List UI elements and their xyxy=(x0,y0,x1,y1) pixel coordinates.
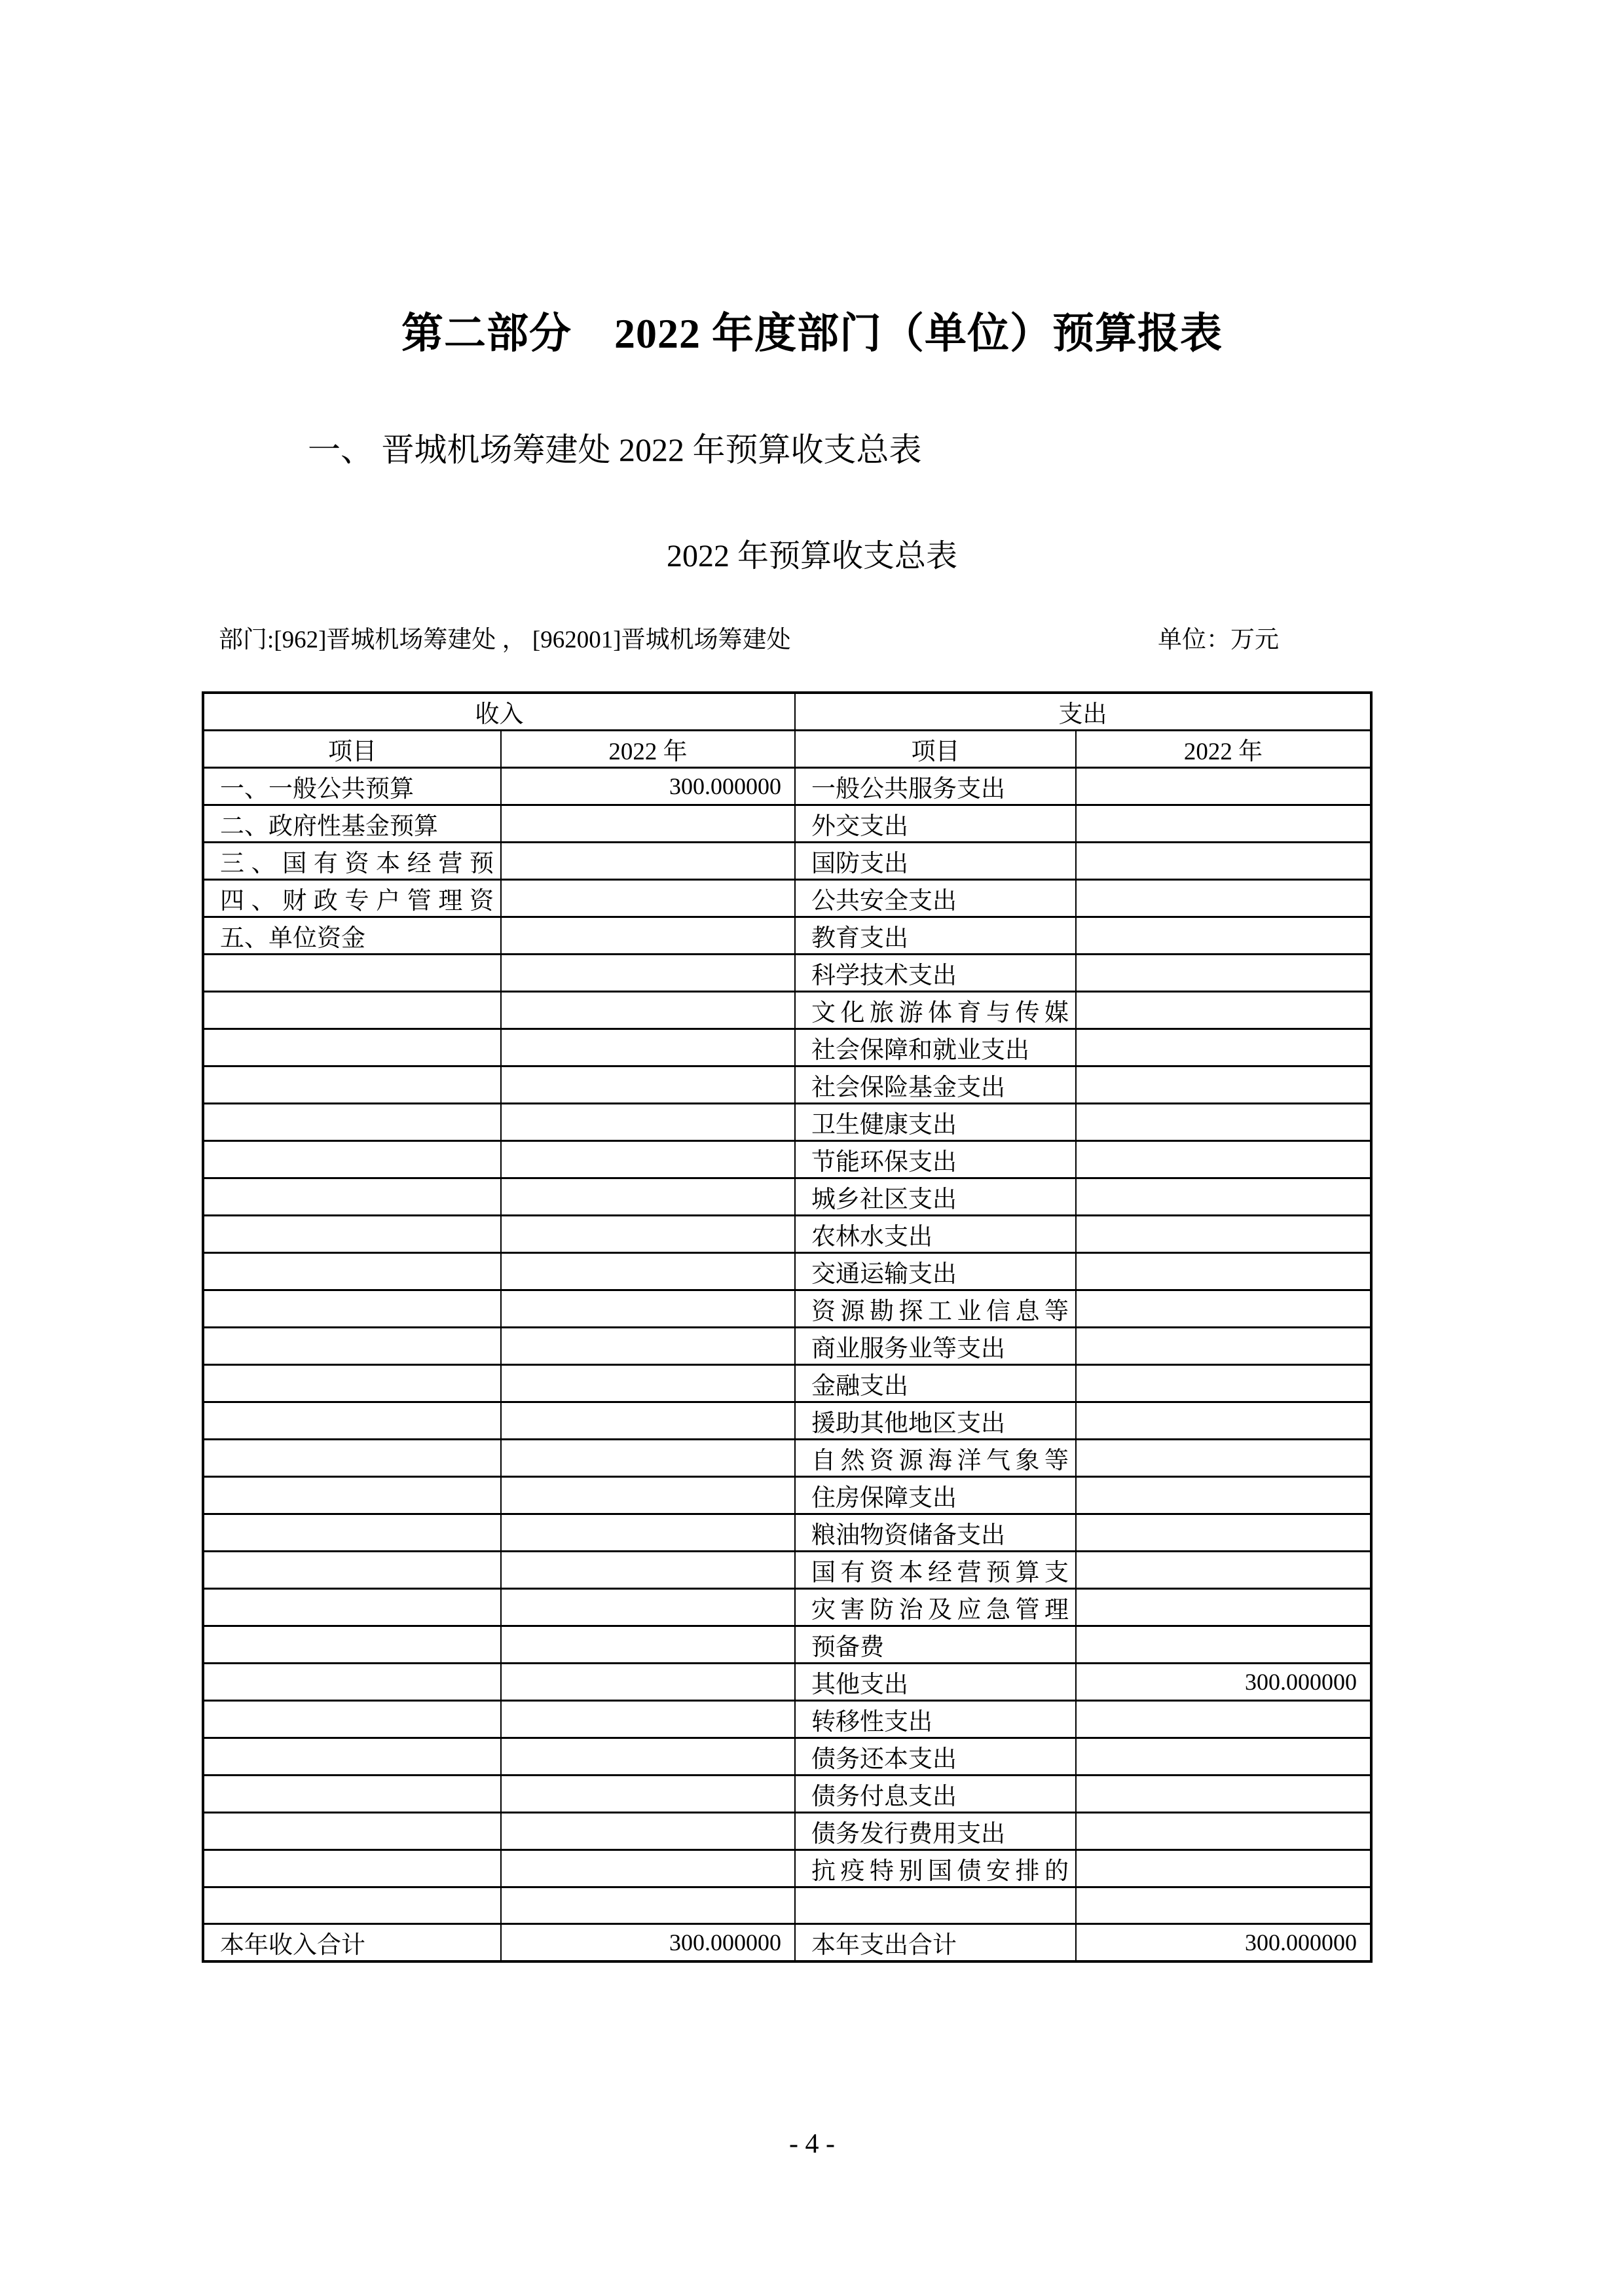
expense-value-cell xyxy=(1076,1178,1371,1216)
income-item-cell xyxy=(203,1290,501,1328)
expense-value-cell xyxy=(1076,1029,1371,1066)
income-value-cell xyxy=(501,1887,795,1924)
income-value-cell xyxy=(501,1066,795,1104)
expense-item-cell: 公共安全支出 xyxy=(795,880,1076,917)
expense-value-cell xyxy=(1076,1850,1371,1887)
income-item-cell xyxy=(203,1738,501,1776)
table-row xyxy=(203,1402,1371,1440)
income-group-header: 收入 xyxy=(203,693,795,731)
expense-value-cell xyxy=(1076,880,1371,917)
expense-item-cell: 援助其他地区支出 xyxy=(795,1402,1076,1440)
expense-value-cell xyxy=(1076,1216,1371,1253)
expense-value-cell xyxy=(1076,1477,1371,1514)
expense-value-cell xyxy=(1076,1365,1371,1402)
income-item-cell xyxy=(203,992,501,1029)
budget-table-body xyxy=(203,768,1371,1962)
income-value-cell xyxy=(501,1216,795,1253)
expense-value-cell xyxy=(1076,1701,1371,1738)
table-meta-row xyxy=(202,626,1370,655)
expense-year-column-header: 2022 年 xyxy=(1076,731,1371,768)
expense-item-cell: 本年支出合计 xyxy=(795,1924,1076,1962)
income-item-cell xyxy=(203,1664,501,1701)
table-row xyxy=(203,805,1371,843)
expense-value-cell xyxy=(1076,992,1371,1029)
income-value-cell xyxy=(501,1104,795,1141)
expense-item-cell: 城乡社区支出 xyxy=(795,1178,1076,1216)
table-row xyxy=(203,1365,1371,1402)
table-row xyxy=(203,1626,1371,1664)
income-item-cell xyxy=(203,1141,501,1178)
table-row xyxy=(203,1066,1371,1104)
table-row xyxy=(203,1328,1371,1365)
income-item-cell xyxy=(203,1253,501,1290)
total-row xyxy=(203,1924,1371,1962)
table-row xyxy=(203,1253,1371,1290)
expense-item-cell: 商业服务业等支出 xyxy=(795,1328,1076,1365)
income-value-cell xyxy=(501,880,795,917)
expense-item-cell: 自然资源海洋气象等 xyxy=(795,1440,1076,1477)
table-row xyxy=(203,1552,1371,1589)
income-value-cell xyxy=(501,1738,795,1776)
income-item-cell: 四、财政专户管理资 xyxy=(203,880,501,917)
income-value-cell xyxy=(501,1440,795,1477)
table-row xyxy=(203,955,1371,992)
income-item-cell xyxy=(203,1178,501,1216)
expense-item-cell: 债务还本支出 xyxy=(795,1738,1076,1776)
expense-item-cell: 社会保险基金支出 xyxy=(795,1066,1076,1104)
income-value-cell xyxy=(501,1626,795,1664)
income-year-column-header: 2022 年 xyxy=(501,731,795,768)
main-title: 第二部分 2022 年度部门（单位）预算报表 xyxy=(401,310,1223,357)
table-row xyxy=(203,1776,1371,1813)
expense-value-cell xyxy=(1076,1104,1371,1141)
income-item-cell: 一、一般公共预算 xyxy=(203,768,501,805)
income-item-cell xyxy=(203,1328,501,1365)
table-row xyxy=(203,1664,1371,1701)
table-row xyxy=(203,768,1371,805)
section-heading: 一、 晋城机场筹建处 2022 年预算收支总表 xyxy=(308,431,922,468)
table-row xyxy=(203,1887,1371,1924)
table-row xyxy=(203,992,1371,1029)
expense-item-cell: 资源勘探工业信息等 xyxy=(795,1290,1076,1328)
expense-item-cell: 粮油物资储备支出 xyxy=(795,1514,1076,1552)
income-item-cell xyxy=(203,1514,501,1552)
expense-value-cell xyxy=(1076,1514,1371,1552)
table-row xyxy=(203,1290,1371,1328)
expense-item-cell xyxy=(795,1887,1076,1924)
income-value-cell: 300.000000 xyxy=(501,768,795,805)
expense-value-cell xyxy=(1076,805,1371,843)
expense-value-cell: 300.000000 xyxy=(1076,1664,1371,1701)
expense-item-cell: 一般公共服务支出 xyxy=(795,768,1076,805)
unit-label: 单位：万元 xyxy=(1158,627,1279,653)
expense-item-cell: 国防支出 xyxy=(795,843,1076,880)
income-item-cell xyxy=(203,1850,501,1887)
group-header-row xyxy=(203,693,1371,731)
income-value-cell xyxy=(501,1589,795,1626)
table-row xyxy=(203,1178,1371,1216)
table-title: 2022 年预算收支总表 xyxy=(666,539,957,574)
income-value-cell xyxy=(501,1029,795,1066)
table-row xyxy=(203,1440,1371,1477)
income-value-cell xyxy=(501,955,795,992)
expense-value-cell xyxy=(1076,1440,1371,1477)
expense-item-cell: 债务付息支出 xyxy=(795,1776,1076,1813)
income-item-cell: 二、政府性基金预算 xyxy=(203,805,501,843)
expense-value-cell xyxy=(1076,1066,1371,1104)
income-value-cell xyxy=(501,1290,795,1328)
expense-value-cell xyxy=(1076,955,1371,992)
expense-item-cell: 科学技术支出 xyxy=(795,955,1076,992)
expense-value-cell xyxy=(1076,1589,1371,1626)
income-value-cell xyxy=(501,1365,795,1402)
expense-value-cell xyxy=(1076,1402,1371,1440)
income-item-cell xyxy=(203,1440,501,1477)
expense-value-cell xyxy=(1076,843,1371,880)
department-label: 部门:[962]晋城机场筹建处 ， [962001]晋城机场筹建处 xyxy=(219,627,791,653)
expense-item-cell: 预备费 xyxy=(795,1626,1076,1664)
expense-item-cell: 节能环保支出 xyxy=(795,1141,1076,1178)
table-row xyxy=(203,1104,1371,1141)
expense-item-column-header: 项目 xyxy=(795,731,1076,768)
table-row xyxy=(203,917,1371,955)
income-value-cell xyxy=(501,1850,795,1887)
income-item-cell xyxy=(203,1066,501,1104)
page-number: - 4 - xyxy=(789,2129,835,2159)
income-value-cell xyxy=(501,843,795,880)
income-value-cell xyxy=(501,1552,795,1589)
expense-item-cell: 转移性支出 xyxy=(795,1701,1076,1738)
expense-item-cell: 灾害防治及应急管理 xyxy=(795,1589,1076,1626)
expense-item-cell: 农林水支出 xyxy=(795,1216,1076,1253)
income-item-cell xyxy=(203,1477,501,1514)
income-item-cell xyxy=(203,955,501,992)
income-item-cell xyxy=(203,1365,501,1402)
income-item-cell: 五、单位资金 xyxy=(203,917,501,955)
income-value-cell xyxy=(501,1813,795,1850)
expense-item-cell: 债务发行费用支出 xyxy=(795,1813,1076,1850)
expense-value-cell xyxy=(1076,1776,1371,1813)
expense-value-cell xyxy=(1076,917,1371,955)
income-value-cell xyxy=(501,1776,795,1813)
income-value-cell xyxy=(501,1514,795,1552)
expense-value-cell xyxy=(1076,1738,1371,1776)
income-item-cell xyxy=(203,1701,501,1738)
income-item-cell xyxy=(203,1626,501,1664)
expense-item-cell: 住房保障支出 xyxy=(795,1477,1076,1514)
expense-item-cell: 抗疫特别国债安排的 xyxy=(795,1850,1076,1887)
expense-value-cell xyxy=(1076,768,1371,805)
expense-item-cell: 文化旅游体育与传媒 xyxy=(795,992,1076,1029)
expense-value-cell xyxy=(1076,1887,1371,1924)
table-row xyxy=(203,1477,1371,1514)
table-row xyxy=(203,843,1371,880)
expense-value-cell xyxy=(1076,1290,1371,1328)
income-value-cell xyxy=(501,1178,795,1216)
income-value-cell xyxy=(501,805,795,843)
expense-item-cell: 卫生健康支出 xyxy=(795,1104,1076,1141)
table-row xyxy=(203,1141,1371,1178)
expense-value-cell: 300.000000 xyxy=(1076,1924,1371,1962)
income-value-cell xyxy=(501,1328,795,1365)
column-header-row xyxy=(203,731,1371,768)
expense-item-cell: 社会保障和就业支出 xyxy=(795,1029,1076,1066)
expense-item-cell: 金融支出 xyxy=(795,1365,1076,1402)
budget-table xyxy=(202,691,1373,1963)
income-value-cell xyxy=(501,1477,795,1514)
income-item-cell xyxy=(203,1813,501,1850)
income-value-cell xyxy=(501,1402,795,1440)
table-row xyxy=(203,880,1371,917)
income-value-cell: 300.000000 xyxy=(501,1924,795,1962)
table-row xyxy=(203,1029,1371,1066)
expense-item-cell: 外交支出 xyxy=(795,805,1076,843)
expense-item-cell: 国有资本经营预算支 xyxy=(795,1552,1076,1589)
income-item-cell xyxy=(203,1029,501,1066)
expense-item-cell: 交通运输支出 xyxy=(795,1253,1076,1290)
table-row xyxy=(203,1514,1371,1552)
table-row xyxy=(203,1813,1371,1850)
table-row xyxy=(203,1850,1371,1887)
income-item-column-header: 项目 xyxy=(203,731,501,768)
income-value-cell xyxy=(501,1141,795,1178)
income-value-cell xyxy=(501,1701,795,1738)
table-row xyxy=(203,1589,1371,1626)
table-row xyxy=(203,1701,1371,1738)
expense-value-cell xyxy=(1076,1141,1371,1178)
income-item-cell xyxy=(203,1776,501,1813)
expense-value-cell xyxy=(1076,1328,1371,1365)
income-item-cell: 本年收入合计 xyxy=(203,1924,501,1962)
expenditure-group-header: 支出 xyxy=(795,693,1371,731)
expense-value-cell xyxy=(1076,1552,1371,1589)
income-value-cell xyxy=(501,1664,795,1701)
table-row xyxy=(203,1738,1371,1776)
expense-value-cell xyxy=(1076,1813,1371,1850)
income-item-cell xyxy=(203,1589,501,1626)
table-row xyxy=(203,1216,1371,1253)
income-item-cell xyxy=(203,1216,501,1253)
income-value-cell xyxy=(501,917,795,955)
income-item-cell xyxy=(203,1552,501,1589)
expense-value-cell xyxy=(1076,1626,1371,1664)
income-item-cell: 三、国有资本经营预 xyxy=(203,843,501,880)
income-item-cell xyxy=(203,1402,501,1440)
expense-item-cell: 教育支出 xyxy=(795,917,1076,955)
income-value-cell xyxy=(501,992,795,1029)
income-item-cell xyxy=(203,1104,501,1141)
expense-value-cell xyxy=(1076,1253,1371,1290)
income-value-cell xyxy=(501,1253,795,1290)
expense-item-cell: 其他支出 xyxy=(795,1664,1076,1701)
income-item-cell xyxy=(203,1887,501,1924)
